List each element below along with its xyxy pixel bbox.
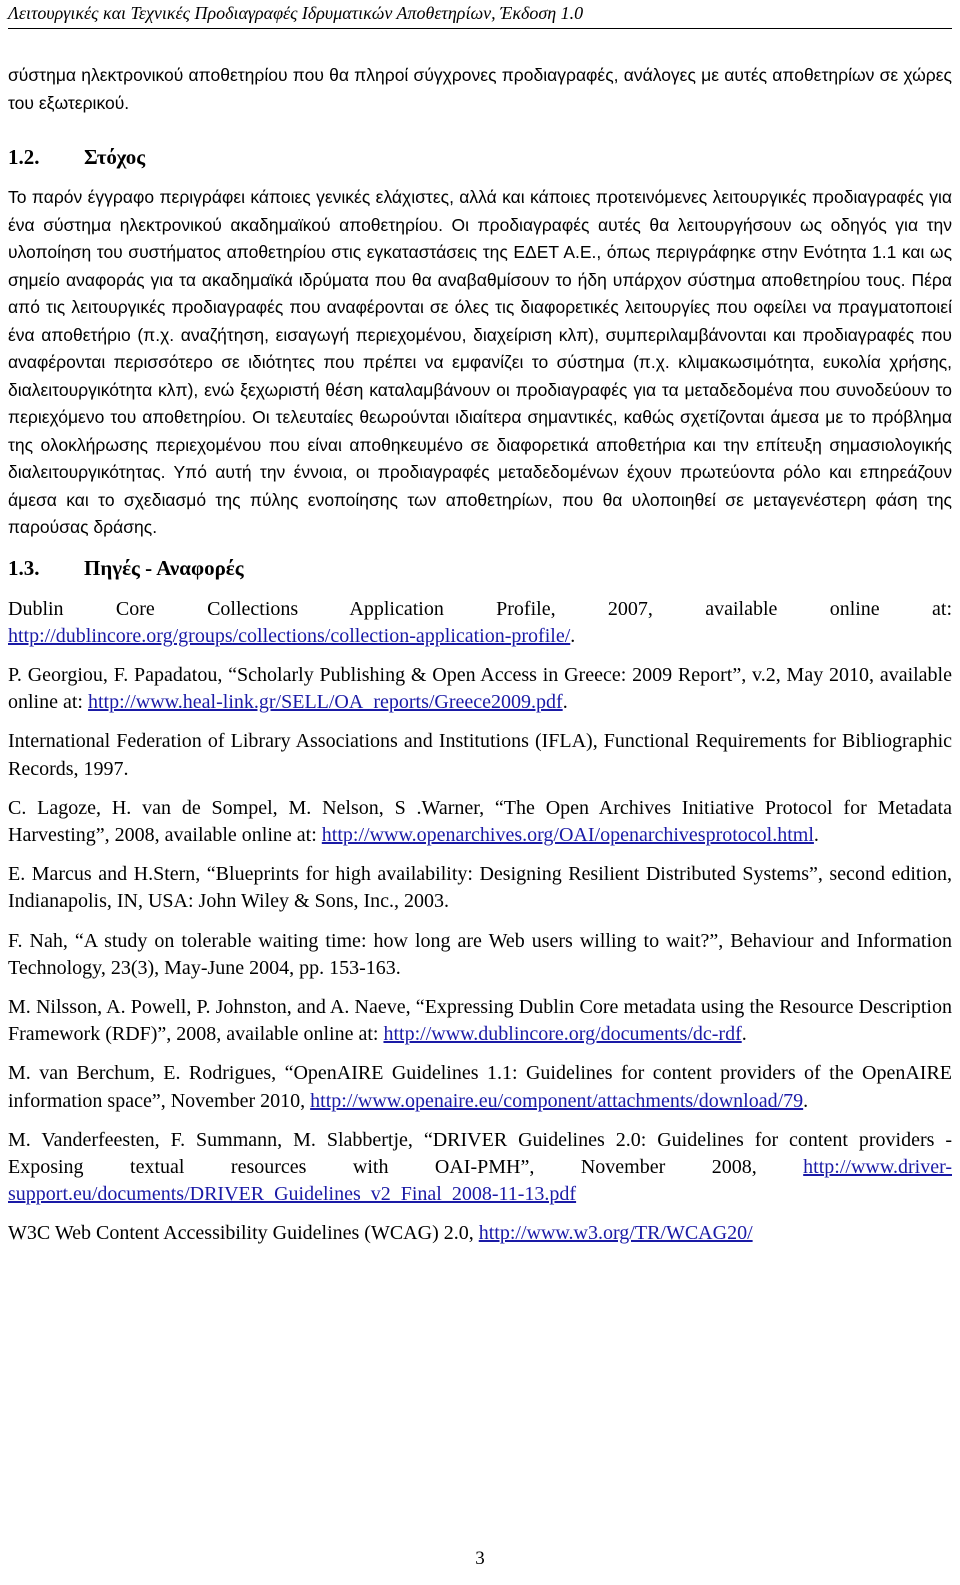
section-title: Στόχος bbox=[84, 145, 146, 169]
reference-item: W3C Web Content Accessibility Guidelines (WCAG) 2.0, http://www.w3.org/TR/WCAG20/ bbox=[8, 1222, 753, 1245]
reference-item: F. Nah, “A study on tolerable waiting time: how long are Web users willing to wait?”, Behaviour and Information Technology, 23(3), May-June 2004, pp. 153-163. bbox=[8, 929, 952, 979]
section-number: 1.2. bbox=[8, 145, 40, 169]
reference-link[interactable]: http://dublincore.org/groups/collections/collection-application-profile/ bbox=[8, 624, 571, 647]
reference-link[interactable]: http://www.driver-support.eu/documents/DRIVER_Guidelines_v2_Final_2008-11-13.pdf bbox=[8, 1155, 952, 1206]
running-header: Λειτουργικές και Τεχνικές Προδιαγραφές Ιδρυματικών Αποθετηρίων, Έκδοση 1.0 bbox=[8, 3, 584, 23]
reference-link[interactable]: http://www.w3.org/TR/WCAG20/ bbox=[478, 1222, 753, 1245]
goal-paragraph: Το παρόν έγγραφο περιγράφει κάποιες γενικές ελάχιστες, αλλά και κάποιες προτεινόμενες λειτουργικές προδιαγραφές για ένα σύστημα ηλεκτρονικού ακαδημαϊκού αποθετηρίου. Οι προδιαγραφές αυτές θα λειτουργήσουν ως οδηγός για την υλοποίηση του συστήματος αποθετηρίου στις εγκαταστάσεις της ΕΔΕΤ Α.Ε., όπως περιγράφηκε στην Ενότητα 1.1 και ως σημείο αναφοράς για τα ακαδημαϊκά ιδρύματα που θα αναβαθμίσουν το ήδη υπάρχον σύστημα αποθετηρίου τους. Πέρα από τις λειτουργικές προδιαγραφές που αναφέρονται σε όλες τις διαφορετικές λειτουργίες που οφείλει να πραγματοποιεί ένα αποθετήριο (π.χ. αναζήτηση, εισαγωγή περιεχομένου, διαχείριση κλπ), συμπεριλαμβάνονται και προδιαγραφές που αναφέρονται περισσότερο σε ιδιότητες που πρέπει να εμφανίζει το σύστημα (π.χ. κλιμακωσιμότητα, ευκολία χρήσης, διαλειτουργικότητα κλπ), ενώ ξεχωριστή θέση καταλαμβάνουν οι προδιαγραφές για τα μεταδεδομένα που συνοδεύουν το περιεχόμενο του αποθετηρίου. Οι τελευταίες θεωρούνται ιδιαίτερα σημαντικές, καθώς σχετίζονται άμεσα με το πρόβλημα της ολοκλήρωσης περιεχομένου που είναι αποθηκευμένο σε διαφορετικά αποθετήρια και την επίτευξη σημασιολογικής διαλειτουργικότητας. Υπό αυτή την έννοια, οι προδιαγραφές μεταδεδομένων έχουν πρωτεύοντα ρόλο και επηρεάζουν άμεσα και το σχεδιασμό της πύλης ενοποίησης των αποθετηρίων, που θα υλοποιηθεί σε μεταγενέστερη φάση της παρούσας δράσης. bbox=[8, 187, 952, 537]
reference-item: Dublin Core Collections Application Profile, 2007, available online at: http://dublincore.org/groups/collections/collection-application-profile/. bbox=[8, 597, 952, 647]
reference-item: M. van Berchum, E. Rodrigues, “OpenAIRE Guidelines 1.1: Guidelines for content providers of the OpenAIRE information space”, November 2010, http://www.openaire.eu/component/attachments/download/79. bbox=[8, 1062, 952, 1112]
intro-paragraph: σύστημα ηλεκτρονικού αποθετηρίου που θα πληροί σύγχρονες προδιαγραφές, ανάλογες με αυτές αποθετηρίων σε χώρες του εξωτερικού. bbox=[8, 65, 952, 113]
reference-item: E. Marcus and H.Stern, “Blueprints for high availability: Designing Resilient Distributed Systems”, second edition, Indianapolis, IN, USA: John Wiley & Sons, Inc., 2003. bbox=[8, 863, 952, 913]
reference-item: M. Vanderfeesten, F. Summann, M. Slabbertje, “DRIVER Guidelines 2.0: Guidelines for content providers - Exposing textual resources with OAI-PMH”, November 2008, http://www.driver-support.eu/documents/DRIVER_Guidelines_v2_Final_2008-11-13.pdf bbox=[8, 1128, 952, 1206]
reference-link[interactable]: http://www.openarchives.org/OAI/openarchivesprotocol.html bbox=[321, 823, 814, 846]
reference-link[interactable]: http://www.openaire.eu/component/attachments/download/79 bbox=[310, 1089, 804, 1112]
reference-link[interactable]: http://www.heal-link.gr/SELL/OA_reports/Greece2009.pdf bbox=[87, 691, 563, 714]
reference-item: M. Nilsson, A. Powell, P. Johnston, and A. Naeve, “Expressing Dublin Core metadata using the Resource Description Framework (RDF)”, 2008, available online at: http://www.dublincore.org/documents/dc-rdf. bbox=[8, 995, 952, 1046]
reference-item: C. Lagoze, H. van de Sompel, M. Nelson, S .Warner, “The Open Archives Initiative Protocol for Metadata Harvesting”, 2008, available online at: http://www.openarchives.org/OAI/openarchivesprotocol.html. bbox=[8, 796, 952, 846]
section-heading-references bbox=[8, 555, 952, 582]
page-content bbox=[8, 62, 952, 1248]
header-divider bbox=[8, 28, 952, 29]
section-number: 1.3. bbox=[8, 555, 40, 580]
reference-link[interactable]: http://www.dublincore.org/documents/dc-rdf bbox=[383, 1023, 742, 1046]
reference-item: International Federation of Library Associations and Institutions (IFLA), Functional Requirements for Bibliographic Records, 1997. bbox=[8, 730, 952, 780]
reference-item: P. Georgiou, F. Papadatou, “Scholarly Publishing & Open Access in Greece: 2009 Report”, v.2, May 2010, available online at: http://www.heal-link.gr/SELL/OA_reports/Greece2009.pdf. bbox=[8, 663, 952, 714]
page-number: 3 bbox=[475, 1548, 485, 1569]
section-title: Πηγές - Αναφορές bbox=[84, 555, 244, 580]
reference-list bbox=[8, 596, 952, 1248]
section-heading-goal bbox=[8, 144, 952, 171]
